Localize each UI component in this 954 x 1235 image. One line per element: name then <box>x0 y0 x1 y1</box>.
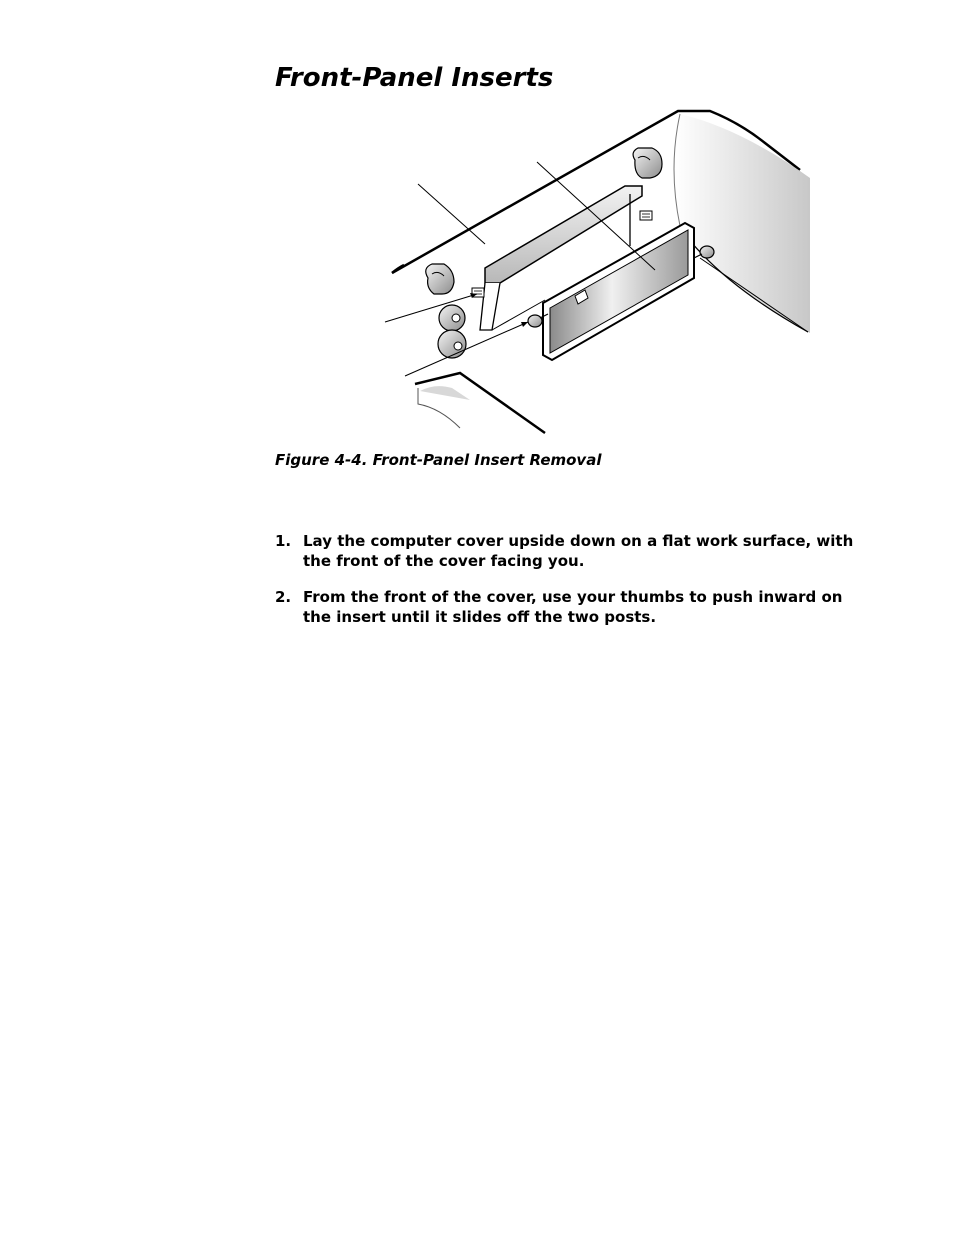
step-item <box>275 587 875 627</box>
latch-hook-top <box>633 148 662 178</box>
instruction-steps <box>275 531 875 643</box>
front-panel-insert-illustration <box>380 108 812 438</box>
latch-hook-left <box>426 264 454 294</box>
page-heading: Front-Panel Inserts <box>275 63 554 93</box>
clip-right <box>640 211 652 220</box>
step-text: Lay the computer cover upside down on a flat work surface, with the front of the cover facing you. <box>303 532 854 570</box>
callout-arrowheads <box>470 293 528 327</box>
step-item <box>275 531 875 571</box>
post-left-lower <box>438 330 466 358</box>
figure-caption: Figure 4-4. Front-Panel Insert Removal <box>275 451 602 469</box>
post-left-upper <box>439 305 465 331</box>
step-number: 1. <box>275 532 292 550</box>
step-number: 2. <box>275 588 292 606</box>
step-text: From the front of the cover, use your thumbs to push inward on the insert until it slides off the two posts. <box>303 588 843 626</box>
